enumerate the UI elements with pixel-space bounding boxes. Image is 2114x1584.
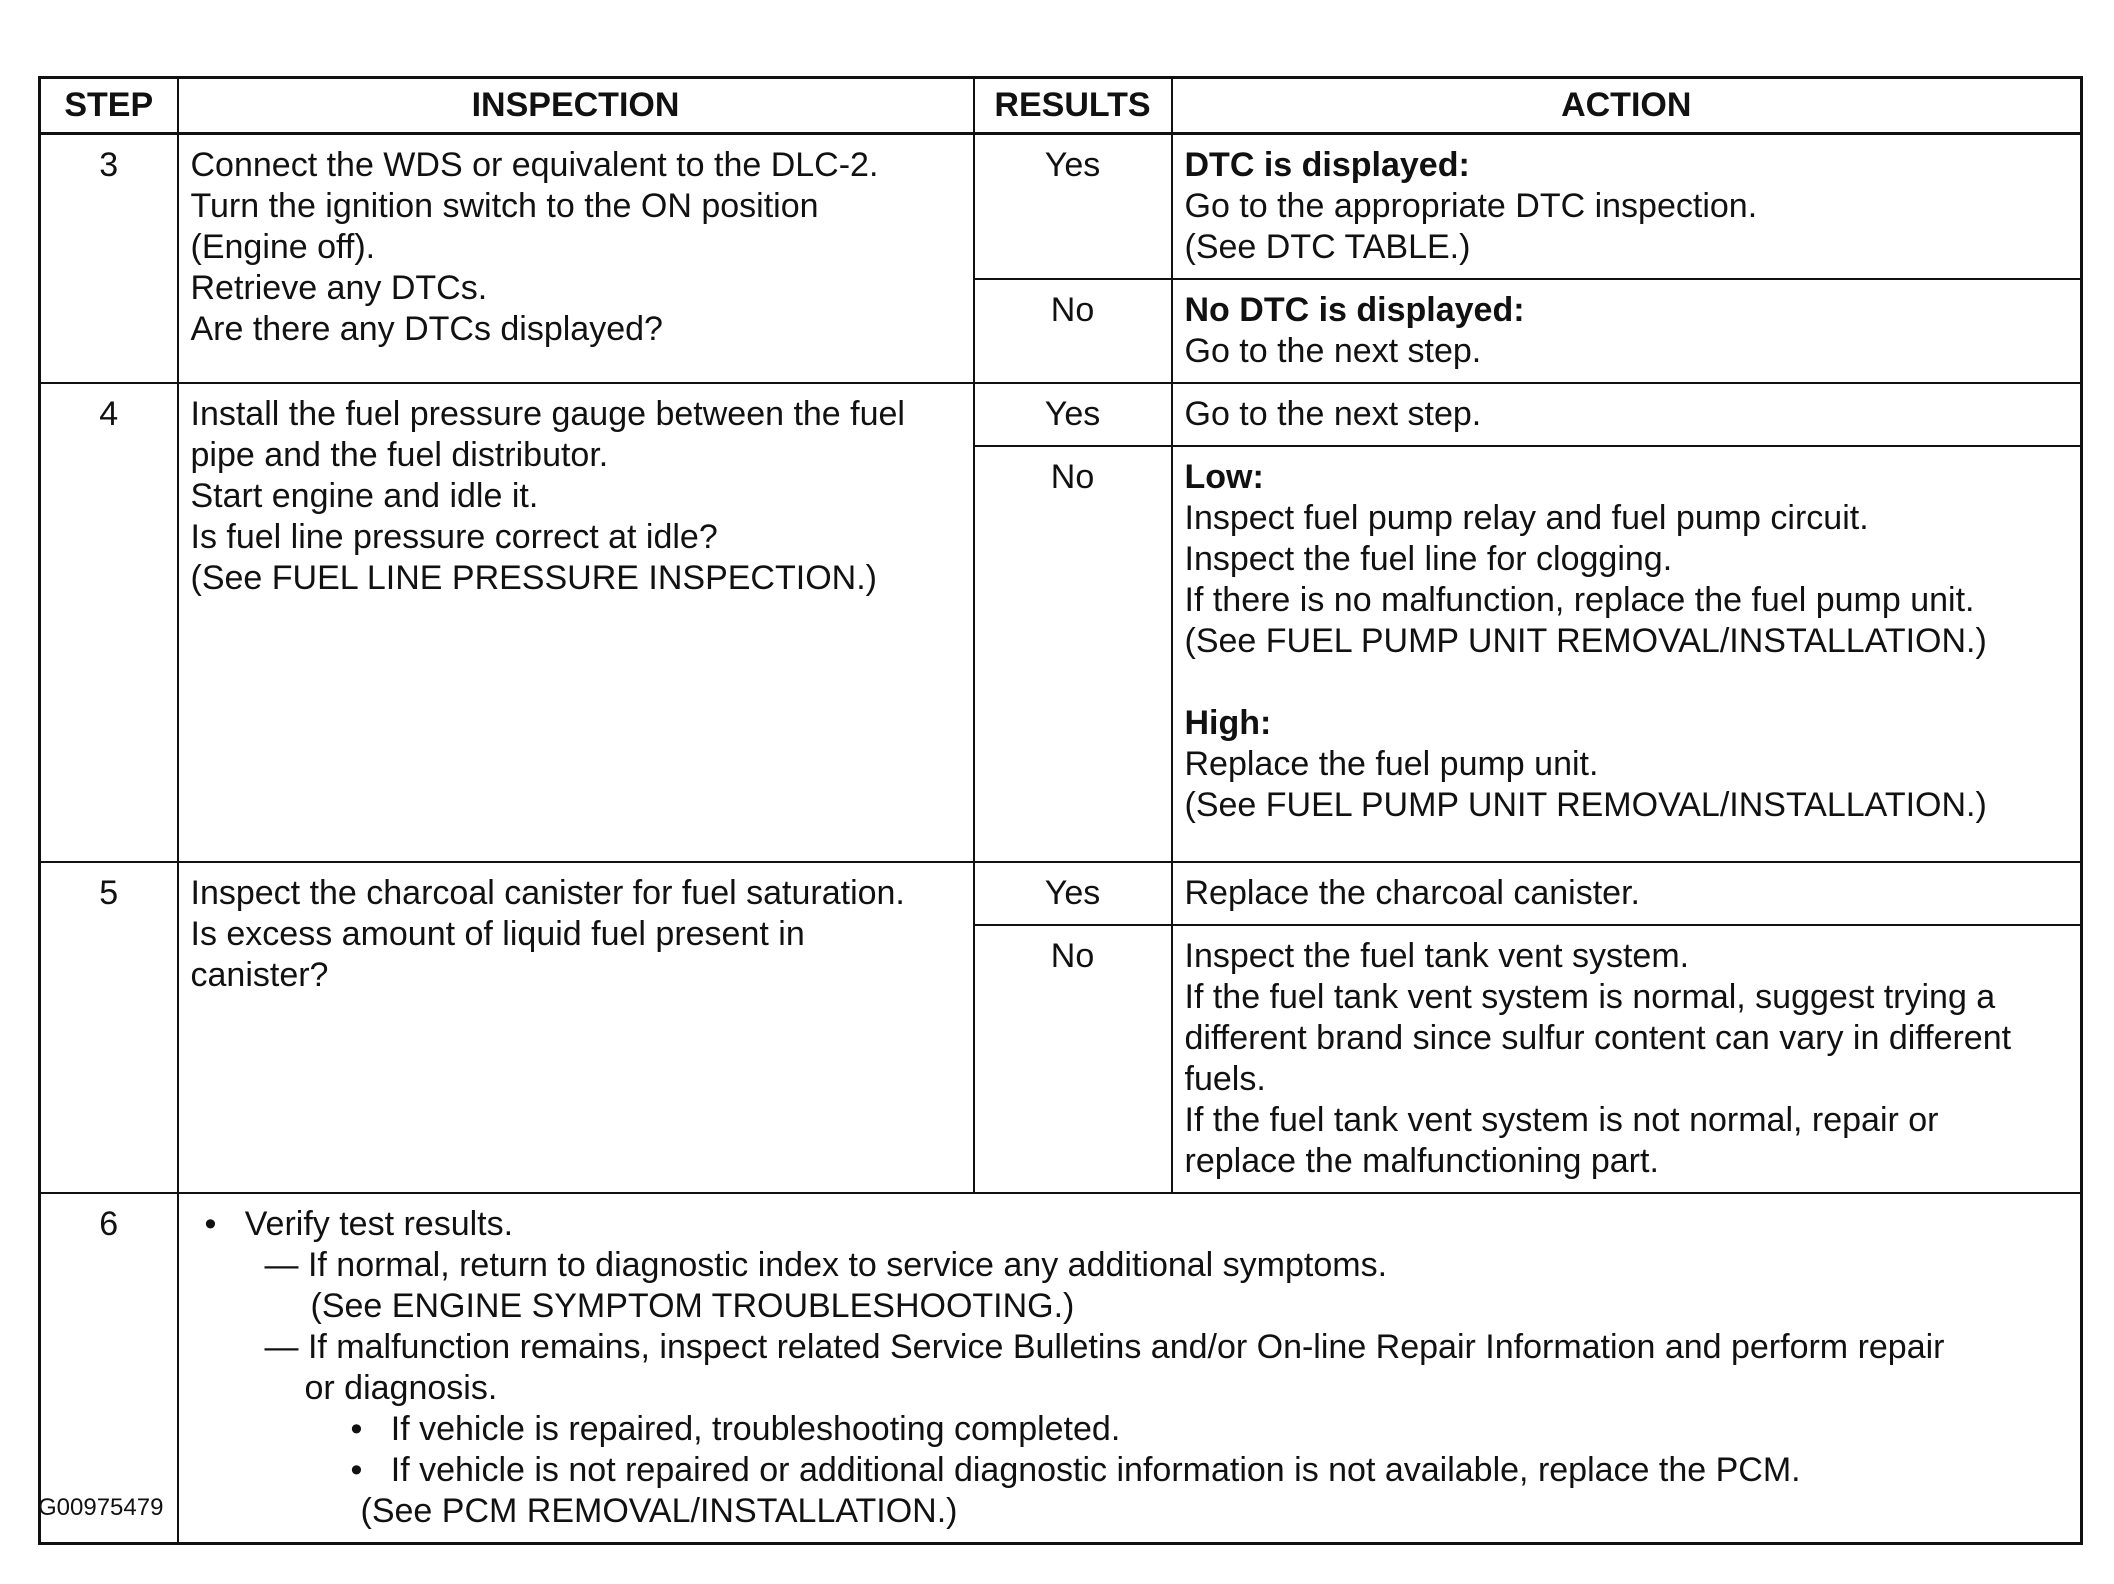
action-title: No DTC is displayed: xyxy=(1184,291,1525,329)
dash-item: — If normal, return to diagnostic index to service any additional symptoms. xyxy=(264,1246,1388,1284)
header-action: ACTION xyxy=(1172,78,2082,134)
table-row xyxy=(40,134,2082,280)
inspection-line: Is excess amount of liquid fuel present in xyxy=(190,915,805,953)
action-title: Low: xyxy=(1184,458,1264,496)
action-line: replace the malfunctioning part. xyxy=(1184,1142,1659,1180)
dash-continuation: or diagnosis. xyxy=(304,1369,498,1407)
inspection-line: Is fuel line pressure correct at idle? xyxy=(190,518,718,556)
action-title: High: xyxy=(1184,704,1272,742)
spacer xyxy=(1185,662,2069,703)
action-line: different brand since sulfur content can vary in different xyxy=(1184,1019,2012,1057)
action-cell xyxy=(1172,925,2082,1193)
action-line: If there is no malfunction, replace the fuel pump unit. xyxy=(1184,581,1975,619)
result-no: No xyxy=(974,446,1172,862)
sub-bullet-ref: (See PCM REMOVAL/INSTALLATION.) xyxy=(360,1492,958,1530)
inspection-line: Install the fuel pressure gauge between the fuel xyxy=(190,395,905,433)
action-cell xyxy=(1172,134,2082,280)
action-line: Inspect fuel pump relay and fuel pump circuit. xyxy=(1184,499,1869,537)
figure-id: G00975479 xyxy=(38,1494,164,1521)
header-step: STEP xyxy=(40,78,178,134)
header-inspection: INSPECTION xyxy=(178,78,974,134)
inspection-line: Start engine and idle it. xyxy=(190,477,539,515)
action-line: (See FUEL PUMP UNIT REMOVAL/INSTALLATION.) xyxy=(1184,786,1987,824)
step-number: 4 xyxy=(40,383,178,862)
action-line: Go to the next step. xyxy=(1184,395,1482,433)
action-line: fuels. xyxy=(1184,1060,1266,1098)
action-line: Go to the next step. xyxy=(1184,332,1482,370)
sub-bullet-text: If vehicle is not repaired or additional diagnostic information is not available, replace the PCM. xyxy=(390,1451,1801,1489)
result-no: No xyxy=(974,925,1172,1193)
inspection-line: (See FUEL LINE PRESSURE INSPECTION.) xyxy=(190,559,877,597)
verify-cell xyxy=(178,1193,2082,1544)
action-line: (See FUEL PUMP UNIT REMOVAL/INSTALLATION.) xyxy=(1184,622,1987,660)
dash-text: If normal, return to diagnostic index to service any additional symptoms. xyxy=(307,1246,1388,1284)
diagnostic-table xyxy=(38,76,2083,1545)
step-number: 3 xyxy=(40,134,178,384)
bullet-item: • Verify test results. xyxy=(204,1205,514,1243)
inspection-line: Retrieve any DTCs. xyxy=(190,269,488,307)
inspection-line: canister? xyxy=(190,956,329,994)
action-line: If the fuel tank vent system is not normal, repair or xyxy=(1184,1101,1939,1139)
result-yes: Yes xyxy=(974,383,1172,446)
result-yes: Yes xyxy=(974,134,1172,280)
action-line: Replace the fuel pump unit. xyxy=(1184,745,1599,783)
action-line: Go to the appropriate DTC inspection. xyxy=(1184,187,1758,225)
dash-item: — If malfunction remains, inspect related Service Bulletins and/or On-line Repair Information and perform repair xyxy=(264,1328,1945,1366)
action-line: Inspect the fuel tank vent system. xyxy=(1184,937,1690,975)
inspection-line: Inspect the charcoal canister for fuel saturation. xyxy=(190,874,905,912)
inspection-cell xyxy=(178,134,974,384)
action-line: If the fuel tank vent system is normal, suggest trying a xyxy=(1184,978,1996,1016)
inspection-cell xyxy=(178,862,974,1193)
action-line: (See DTC TABLE.) xyxy=(1184,228,1471,266)
result-no: No xyxy=(974,279,1172,383)
result-yes: Yes xyxy=(974,862,1172,925)
inspection-cell xyxy=(178,383,974,862)
sub-bullet-text: If vehicle is repaired, troubleshooting completed. xyxy=(390,1410,1121,1448)
inspection-line: Are there any DTCs displayed? xyxy=(190,310,663,348)
action-cell xyxy=(1172,446,2082,862)
table-row xyxy=(40,862,2082,925)
dash-text: If malfunction remains, inspect related Service Bulletins and/or On-line Repair Information and perform repair xyxy=(307,1328,1945,1366)
action-cell xyxy=(1172,383,2082,446)
dash-ref: (See ENGINE SYMPTOM TROUBLESHOOTING.) xyxy=(310,1287,1075,1325)
inspection-line: Connect the WDS or equivalent to the DLC-2. xyxy=(190,146,879,184)
action-title: DTC is displayed: xyxy=(1184,146,1470,184)
inspection-line: Turn the ignition switch to the ON position xyxy=(190,187,819,225)
inspection-line: pipe and the fuel distributor. xyxy=(190,436,609,474)
header-row xyxy=(40,78,2082,134)
step-number: 5 xyxy=(40,862,178,1193)
sub-bullet-item: • If vehicle is repaired, troubleshooting completed. xyxy=(350,1410,1121,1448)
action-line: Replace the charcoal canister. xyxy=(1184,874,1640,912)
inspection-line: (Engine off). xyxy=(190,228,376,266)
table-row xyxy=(40,383,2082,446)
step-number: 6 xyxy=(40,1193,178,1544)
action-line: Inspect the fuel line for clogging. xyxy=(1184,540,1673,578)
table-row xyxy=(40,1193,2082,1544)
action-cell xyxy=(1172,862,2082,925)
action-cell xyxy=(1172,279,2082,383)
bullet-text: Verify test results. xyxy=(244,1205,514,1243)
header-results: RESULTS xyxy=(974,78,1172,134)
sub-bullet-item: • If vehicle is not repaired or additional diagnostic information is not available, replace the PCM. xyxy=(350,1451,1801,1489)
